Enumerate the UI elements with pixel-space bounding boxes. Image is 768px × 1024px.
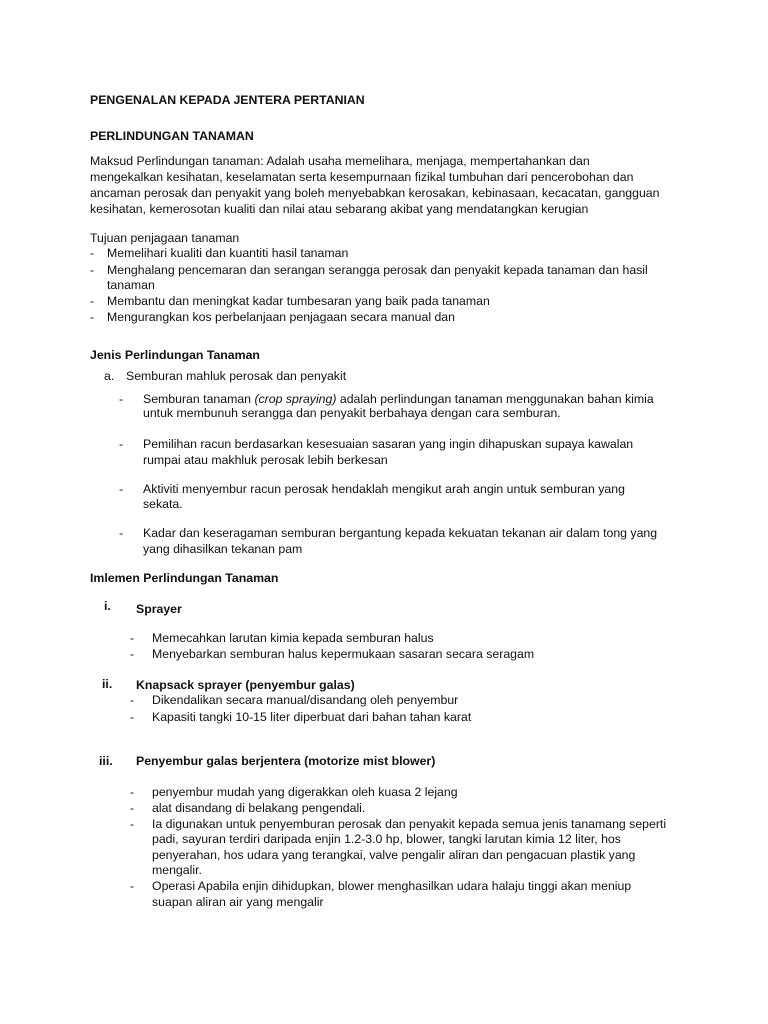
- jenis-item-continued: sekata.: [143, 497, 183, 511]
- sprayer-numeral: i.: [104, 599, 111, 613]
- jenis-item-continued: rumpai atau makhluk perosak lebih berkesan: [143, 453, 388, 467]
- bullet-dash: -: [130, 879, 135, 893]
- bullet-dash: -: [119, 482, 124, 496]
- section-heading: PERLINDUNGAN TANAMAN: [90, 129, 254, 143]
- bullet-dash: -: [90, 263, 95, 277]
- mist-blower-title: Penyembur galas berjentera (motorize mist blower): [136, 754, 436, 768]
- mist-blower-item-continued: penyerahan, hos udara yang terangkai, valve pengalir aliran dan pengacuan plastik yang: [152, 848, 636, 862]
- jenis-sub-label: Semburan mahluk perosak dan penyakit: [126, 369, 347, 383]
- bullet-dash: -: [119, 392, 124, 406]
- mist-blower-item: penyembur mudah yang digerakkan oleh kuasa 2 lejang: [152, 785, 458, 799]
- jenis-sub-marker: a.: [104, 369, 115, 383]
- tujuan-item: Mengurangkan kos perbelanjaan penjagaan secara manual dan: [107, 310, 455, 324]
- imlemen-heading: Imlemen Perlindungan Tanaman: [90, 571, 279, 585]
- bullet-dash: -: [90, 246, 95, 260]
- mist-blower-item-continued: mengalir.: [152, 863, 202, 877]
- knapsack-item: Kapasiti tangki 10-15 liter diperbuat dari bahan tahan karat: [152, 710, 472, 724]
- mist-blower-item-continued: padi, sayuran terdiri daripada enjin 1.2-3.0 hp, blower, tangki larutan kimia 12 liter, hos: [152, 832, 621, 846]
- jenis-item: Kadar dan keseragaman semburan bergantung kepada kekuatan tekanan air dalam tong yang: [143, 526, 658, 540]
- tujuan-item: Menghalang pencemaran dan serangan serangga perosak dan penyakit kepada tanaman dan hasil: [107, 263, 648, 277]
- knapsack-title: Knapsack sprayer (penyembur galas): [136, 678, 355, 692]
- bullet-dash: -: [130, 631, 135, 645]
- jenis-item-text: Semburan tanaman: [143, 392, 255, 406]
- mist-blower-item-continued: suapan aliran air yang mengalir: [152, 895, 324, 909]
- intro-line: mengekalkan kesihatan, keselamatan serta kesempurnaan fizikal tumbuhan dari pencerobohan dan: [90, 170, 634, 184]
- knapsack-numeral: ii.: [102, 677, 113, 691]
- jenis-item: Aktiviti menyembur racun perosak hendaklah mengikut arah angin untuk semburan yang: [143, 482, 625, 496]
- document-title: PENGENALAN KEPADA JENTERA PERTANIAN: [90, 93, 365, 107]
- bullet-dash: -: [130, 693, 135, 707]
- tujuan-item: Membantu dan meningkat kadar tumbesaran yang baik pada tanaman: [107, 294, 490, 308]
- mist-blower-item: Operasi Apabila enjin dihidupkan, blower menghasilkan udara halaju tinggi akan meniup: [152, 879, 632, 893]
- bullet-dash: -: [130, 817, 135, 831]
- intro-line: ancaman perosak dan penyakit yang boleh menyebabkan kerosakan, kebinasaan, kecacatan, gangguan: [90, 186, 660, 200]
- jenis-heading: Jenis Perlindungan Tanaman: [90, 348, 260, 362]
- bullet-dash: -: [119, 437, 124, 451]
- mist-blower-numeral: iii.: [99, 754, 113, 768]
- tujuan-item: Memelihari kualiti dan kuantiti hasil tanaman: [107, 246, 349, 260]
- bullet-dash: -: [130, 710, 135, 724]
- jenis-item: Pemilihan racun berdasarkan kesesuaian sasaran yang ingin dihapuskan supaya kawalan: [143, 437, 634, 451]
- sprayer-title: Sprayer: [136, 602, 182, 616]
- sprayer-item: Menyebarkan semburan halus kepermukaan sasaran secara seragam: [152, 647, 535, 661]
- bullet-dash: -: [90, 294, 95, 308]
- bullet-dash: -: [119, 526, 124, 540]
- intro-line: Maksud Perlindungan tanaman: Adalah usaha memelihara, menjaga, mempertahankan dan: [90, 154, 590, 168]
- jenis-item-continued: untuk membunuh serangga dan penyakit berbahaya dengan cara semburan.: [143, 406, 561, 420]
- jenis-item-continued: yang dihasilkan tekanan pam: [143, 542, 303, 556]
- bullet-dash: -: [90, 310, 95, 324]
- bullet-dash: -: [130, 801, 135, 815]
- intro-line: kesihatan, kemerosotan kualiti dan nilai atau sebarang akibat yang mendatangkan kerugian: [90, 202, 589, 216]
- sprayer-item: Memecahkan larutan kimia kepada semburan halus: [152, 631, 434, 645]
- tujuan-heading: Tujuan penjagaan tanaman: [90, 231, 240, 245]
- mist-blower-item: Ia digunakan untuk penyemburan perosak dan penyakit kepada semua jenis tanamang seperti: [152, 817, 667, 831]
- mist-blower-item: alat disandang di belakang pengendali.: [152, 801, 366, 815]
- tujuan-item-continued: tanaman: [107, 278, 155, 292]
- knapsack-item: Dikendalikan secara manual/disandang oleh penyembur: [152, 693, 459, 707]
- crop-spraying-term: (crop spraying): [254, 392, 337, 406]
- jenis-item-text: adalah perlindungan tanaman menggunakan bahan kimia: [336, 392, 654, 406]
- bullet-dash: -: [130, 785, 135, 799]
- bullet-dash: -: [130, 647, 135, 661]
